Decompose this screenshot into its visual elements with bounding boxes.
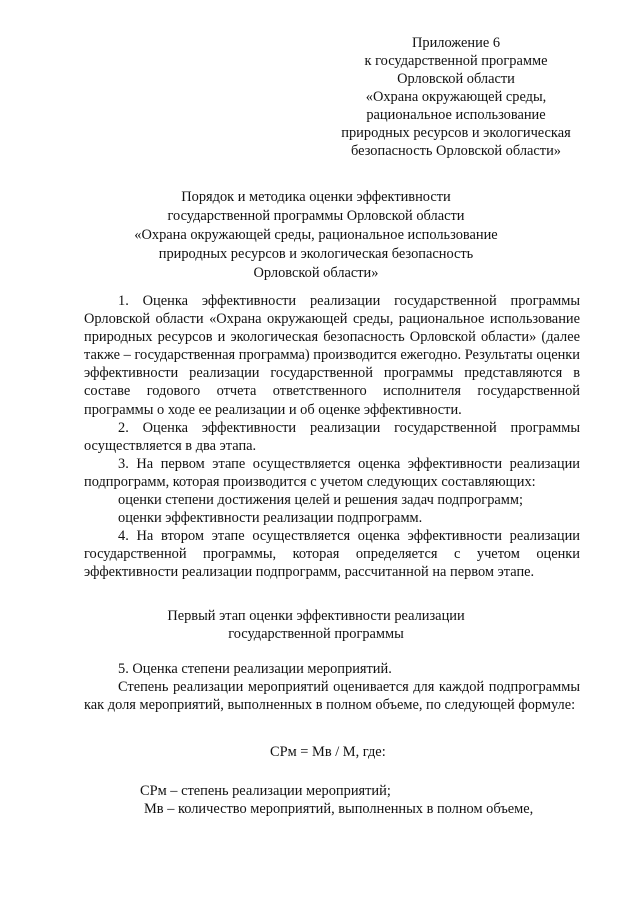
paragraph-5: 5. Оценка степени реализации мероприятий. [118,661,392,677]
paragraph-1: 1. Оценка эффективности реализации государственной программы Орловской области «Охрана окружающей среды, рациональное использование природных ресурсов и экологическая безопасность Орловской области» (далее также – государственная программа) производится ежегодно. Результаты оценки эффективности реализации государственной программы представляются в составе годового отчета ответственного исполнителя государственной программы о ходе ее реализации и об оценке эффективности. [84,293,580,418]
appendix-line: природных ресурсов и экологическая [341,125,571,141]
formula: СРм = Мв / М, где: [270,744,386,760]
appendix-line: Приложение 6 [411,35,501,51]
title-line: Порядок и методика оценки эффективности [181,189,451,205]
title-line: Орловской области» [253,265,379,281]
section-title-line: государственной программы [228,626,404,642]
title-line: государственной программы Орловской области [167,208,465,224]
section-title [100,607,532,643]
definition-mv: Мв – количество мероприятий, выполненных в полном объеме, [144,801,534,817]
paragraph-3: 3. На первом этапе осуществляется оценка эффективности реализации подпрограмм, которая производится с учетом следующих составляющих: [84,455,580,490]
appendix-line: рациональное использование [366,107,546,123]
paragraph-3a: оценки степени достижения целей и решения задач подпрограмм; [118,492,523,509]
appendix-header [318,34,594,160]
formula-definitions [140,782,590,818]
definition-srm: СРм – степень реализации мероприятий; [140,783,391,799]
document-title [100,188,532,283]
title-line: природных ресурсов и экологическая безопасность [158,246,474,262]
appendix-line: «Охрана окружающей среды, [365,89,547,105]
appendix-line: к государственной программе [364,53,548,69]
appendix-line: Орловской области [397,71,515,87]
paragraph-3b: оценки эффективности реализации подпрограмм. [118,510,423,527]
paragraph-2: 2. Оценка эффективности реализации государственной программы осуществляется в два этапа. [84,419,580,454]
paragraph-4: 4. На втором этапе осуществляется оценка эффективности реализации государственной программы, которая определяется с учетом оценки эффективности реализации подпрограмм, рассчитанной на первом этапе. [84,528,580,581]
document-body [84,292,580,582]
title-line: «Охрана окружающей среды, рациональное использование [134,227,498,243]
section-body [84,660,580,714]
appendix-line: безопасность Орловской области» [351,143,561,159]
paragraph-6: Степень реализации мероприятий оценивается для каждой подпрограммы как доля мероприятий, выполненных в полном объеме, по следующей формуле: [84,679,580,713]
section-title-line: Первый этап оценки эффективности реализации [167,608,465,624]
